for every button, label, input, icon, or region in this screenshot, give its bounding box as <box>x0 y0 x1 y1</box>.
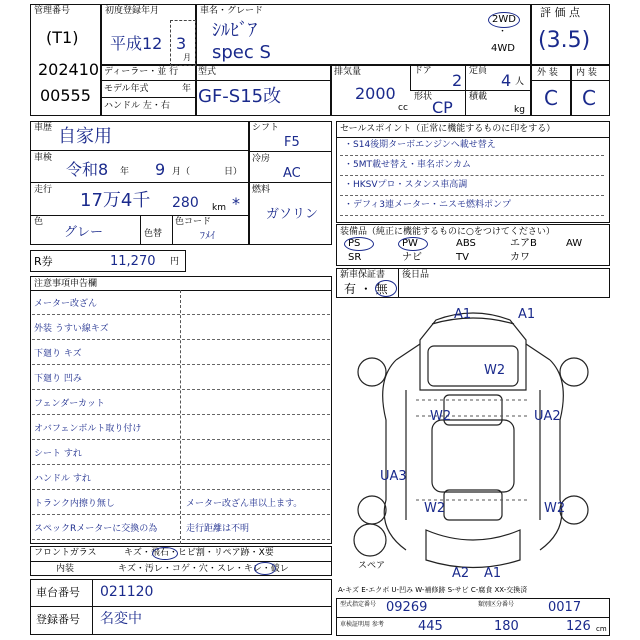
eval-value: (3.5) <box>538 28 591 53</box>
mileage-extra: 280 <box>172 195 199 211</box>
kanri-value-3: 00555 <box>40 86 91 105</box>
equipment-item: PW <box>402 238 418 249</box>
inspection-day-unit: 日） <box>224 167 243 177</box>
kanri-value-2: 202410 <box>38 60 100 79</box>
spare-label: スペア <box>358 561 386 571</box>
dealer-label: ディーラー・並 行 <box>104 67 179 77</box>
mileage-value: 17万4千 <box>80 190 151 211</box>
color-label: 色 <box>34 217 44 227</box>
note-left-item: フェンダーカット <box>34 399 105 409</box>
note-left-item: 下廻り キズ <box>34 349 82 359</box>
length-label: 車検証明用 参考 <box>340 621 384 628</box>
inspection-month-unit: 月（ <box>172 167 191 177</box>
sales-points-title: セールスポイント（正常に機能するものに印をする） <box>340 124 556 134</box>
header-section <box>30 4 610 116</box>
recycle-unit: 円 <box>170 257 180 267</box>
ac-label: 冷房 <box>252 154 271 164</box>
note-right-item: メーター改ざん車以上ます。 <box>186 499 303 509</box>
capacity-unit: 人 <box>515 77 525 87</box>
model-cat-label: 型式指定番号 <box>340 601 377 608</box>
mileage-unit: km <box>212 203 226 213</box>
size-unit: cm <box>596 625 607 633</box>
warranty-no-circle <box>375 280 397 297</box>
inspection-label: 車検 <box>34 153 53 163</box>
front-glass-value: キズ・飛石・ヒビ割・リペア跡・X要 <box>124 548 274 558</box>
diagram-legend: A-キズ E-エクボ U-凹み W-補修跡 S-サビ C-腐食 XX-交換済 <box>338 586 528 594</box>
note-left-item: トランク内擦り無し <box>34 499 115 509</box>
note-left-item: スペックRメーターに交換の為 <box>34 524 158 534</box>
notes-title: 注意事項申告欄 <box>34 279 98 289</box>
recycle-label: R券 <box>34 255 53 268</box>
mileage-label: 走行 <box>34 185 53 195</box>
equipment-item: カワ <box>510 252 530 263</box>
usage-value: 自家用 <box>58 126 112 147</box>
chassis-label: 車台番号 <box>36 586 80 599</box>
equipment-title: 装備品（純正に機能するものに○をつけてください） <box>340 227 555 237</box>
note-left-item: 外装 うすい線キズ <box>34 324 109 334</box>
mark-w2-hood: W2 <box>484 363 506 378</box>
grade: spec S <box>212 42 271 63</box>
type-label: 型式 <box>198 67 217 77</box>
car-name: ｼﾙﾋﾞｱ <box>212 20 257 41</box>
car-diagram <box>336 300 610 584</box>
note-left-item: 下廻り 凹み <box>34 374 82 384</box>
usage-label: 車歴 <box>34 123 53 133</box>
model-year-unit: 年 <box>182 84 192 94</box>
class-value: 0017 <box>548 600 582 615</box>
inspection-year-unit: 年 <box>120 167 130 177</box>
equipment-item: ナビ <box>402 252 422 263</box>
recycle-value: 11,270 <box>110 254 156 269</box>
mark-a1-front-right: A1 <box>518 307 536 322</box>
model-cat-value: 09269 <box>386 600 428 615</box>
warranty-after-label: 後日品 <box>402 270 430 280</box>
width-value: 180 <box>494 619 519 634</box>
equipment-item: エアB <box>510 238 537 249</box>
inspection-era: 令和8 <box>66 160 109 179</box>
eval-label: 評 価 点 <box>540 6 580 19</box>
warranty-new-value: 有 ・ 無 <box>344 282 388 296</box>
capacity-value: 4 <box>501 71 512 90</box>
kanri-label: 管理番号 <box>34 6 71 16</box>
car-name-label: 車名・グレード <box>200 6 264 16</box>
load-label: 積載 <box>469 92 488 102</box>
recycle-box <box>30 250 186 272</box>
displacement-value: 2000 <box>355 84 396 103</box>
inspection-month: 9 <box>155 160 166 179</box>
interior-label: 内 装 <box>576 68 597 78</box>
door-label: ドア <box>414 66 432 76</box>
interior-cond-value: キズ・汚レ・コゲ・穴・スレ・キレ・破レ <box>118 564 289 574</box>
sales-point-item: ・S14後期ターボエンジンへ載せ替え <box>344 140 496 150</box>
mark-a1-rear: A1 <box>484 566 502 581</box>
mark-ua3-left: UA3 <box>380 469 407 484</box>
reg-label: 登録番号 <box>36 613 80 626</box>
mark-w2-left-front: W2 <box>430 409 452 424</box>
color-code-label: 色コード <box>175 217 212 227</box>
equipment-item: AW <box>566 238 583 249</box>
note-left-item: オバフェンボルト取り付け <box>34 424 142 434</box>
equipment-item: TV <box>456 252 469 263</box>
door-value: 2 <box>452 71 463 90</box>
note-left-item: ハンドル すれ <box>34 474 91 484</box>
length-value: 445 <box>418 619 443 634</box>
shape-label: 形状 <box>414 92 433 102</box>
mileage-mark: * <box>232 194 240 213</box>
equipment-item: ABS <box>456 238 476 249</box>
color-value: グレー <box>64 225 104 240</box>
warranty-new-label: 新車保証書 <box>340 270 386 280</box>
exterior-label: 外 装 <box>537 68 558 78</box>
reg-value: 名変中 <box>100 611 142 627</box>
first-reg-month: 3 <box>176 34 187 53</box>
note-left-item: メーター改ざん <box>34 299 98 309</box>
drive-4wd: 4WD <box>491 43 515 54</box>
ac-value: AC <box>283 166 301 181</box>
first-reg-month-unit: 月 <box>183 53 191 62</box>
front-glass-label: フロントガラス <box>34 548 97 558</box>
drive-2wd: 2WD <box>492 14 516 25</box>
interior-cond-label: 内装 <box>56 564 75 574</box>
note-right-item: 走行距離は不明 <box>186 524 250 534</box>
kanri-value-1: (T1) <box>46 28 79 47</box>
note-left-item: シート すれ <box>34 449 82 459</box>
chassis-value: 021120 <box>100 584 154 600</box>
sales-point-item: ・5MT載せ替え・車名ボンカム <box>344 160 471 170</box>
first-reg-era: 平成12 <box>110 34 163 53</box>
scuff-circle <box>254 562 276 575</box>
exterior-value: C <box>544 86 558 110</box>
mark-a1-front-left: A1 <box>454 307 472 322</box>
pw-circle <box>398 237 428 251</box>
displacement-unit: cc <box>398 103 408 113</box>
mark-w2-left-rear: W2 <box>424 501 446 516</box>
ps-circle <box>344 237 374 251</box>
mark-a2-rear: A2 <box>452 566 470 581</box>
color-change-label: 色替 <box>144 229 163 239</box>
type-value: GF-S15改 <box>198 86 282 107</box>
interior-value: C <box>582 86 596 110</box>
displacement-label: 排気量 <box>334 67 362 77</box>
drive-dot: ・ <box>498 27 508 37</box>
shape-value: CP <box>432 98 453 117</box>
fuel-label: 燃料 <box>252 185 271 195</box>
mark-ua2-right: UA2 <box>534 409 561 424</box>
handle-label: ハンドル 左・右 <box>104 101 170 111</box>
equipment-item: SR <box>348 252 362 263</box>
fuel-value: ガソリン <box>266 207 319 222</box>
color-code-value: ﾌﾒｲ <box>200 231 215 242</box>
first-reg-label: 初度登録年月 <box>105 6 160 16</box>
equipment-item: PS <box>348 238 361 249</box>
capacity-label: 定員 <box>469 66 488 76</box>
shift-label: シフト <box>252 123 280 133</box>
stone-chip-circle <box>152 547 178 560</box>
sales-point-item: ・HKSVプロ・スタンス車高調 <box>344 180 468 190</box>
height-value: 126 <box>566 619 591 634</box>
class-label: 類別区分番号 <box>478 601 515 608</box>
sales-point-item: ・デフィ3連メーター・ニスモ燃料ポンプ <box>344 200 512 210</box>
mark-w2-right-rear: W2 <box>544 501 566 516</box>
model-year-label: モデル年式 <box>104 84 149 94</box>
load-unit: kg <box>514 105 525 115</box>
shift-value: F5 <box>284 135 300 150</box>
